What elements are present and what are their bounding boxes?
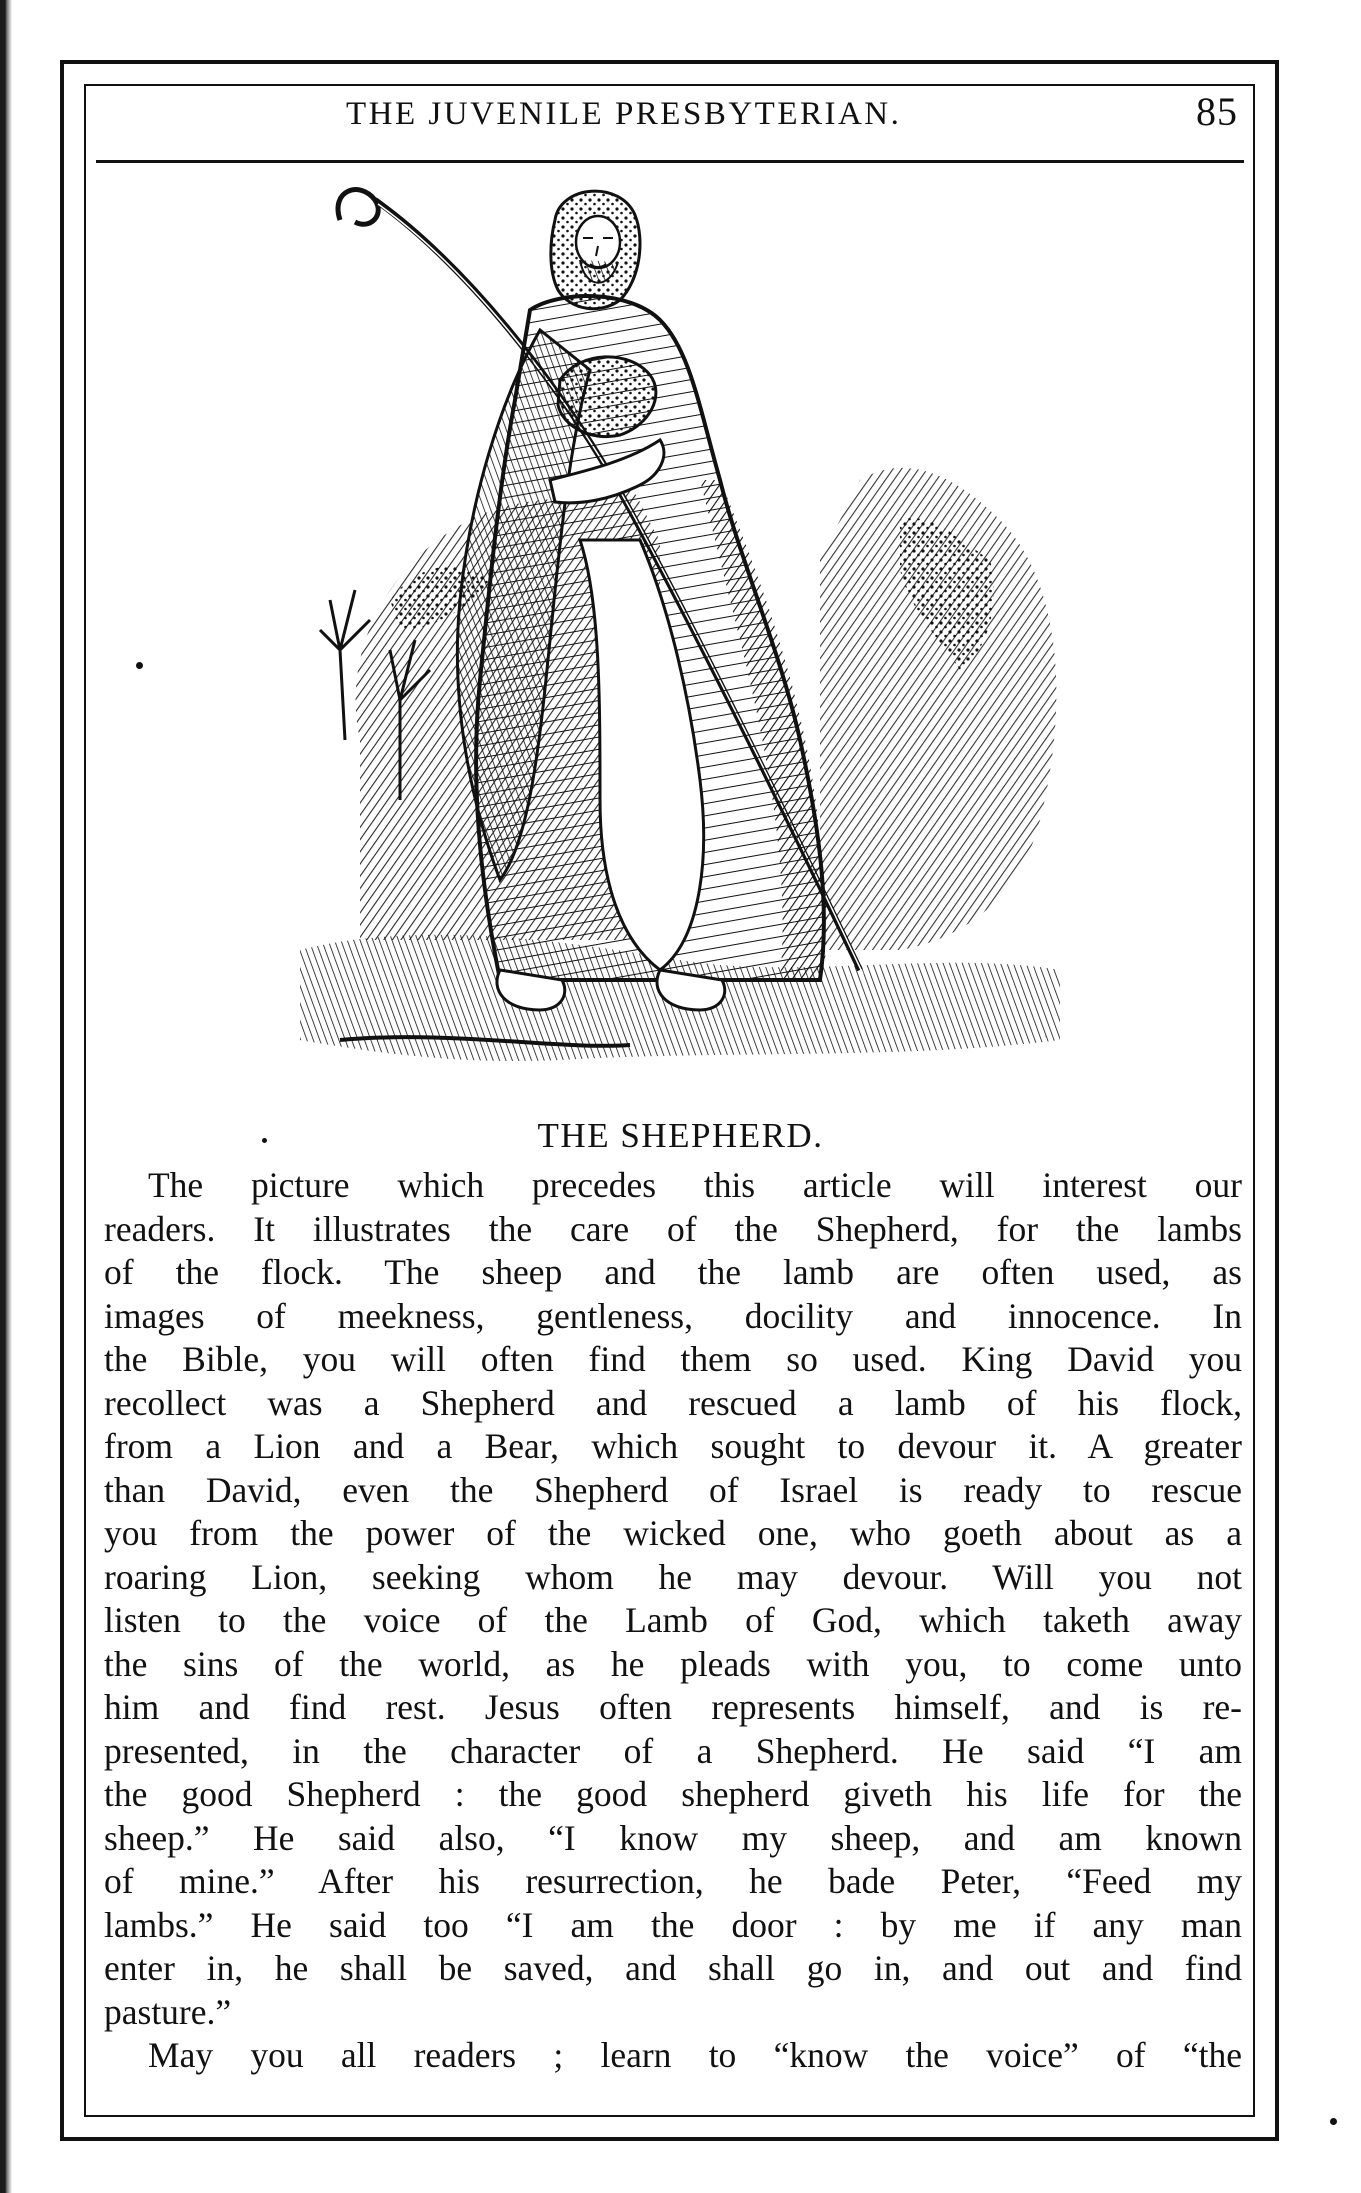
text-line: listen to the voice of the Lamb of God, which taketh away <box>104 1600 1242 1640</box>
text-line: of mine.” After his resurrection, he bade Peter, “Feed my <box>104 1861 1242 1901</box>
article-body <box>104 1164 1242 2078</box>
ink-speck <box>136 662 143 669</box>
page-number: 85 <box>1196 89 1238 134</box>
ink-speck <box>262 1138 267 1143</box>
text-line: images of meekness, gentleness, docility and innocence. In <box>104 1295 1242 1336</box>
text-line: presented, in the character of a Shepherd. He said “I am <box>104 1730 1242 1771</box>
text-line: from a Lion and a Bear, which sought to devour it. A greater <box>104 1426 1242 1466</box>
text-line: roaring Lion, seeking whom he may devour. Will you not <box>104 1556 1242 1597</box>
text-line: May you all readers ; learn to “know the voice” of “the <box>148 2035 1242 2075</box>
text-line: than David, even the Shepherd of Israel is ready to rescue <box>104 1469 1242 1510</box>
header-rule <box>96 160 1244 163</box>
text-line: him and find rest. Jesus often represents himself, and is re- <box>104 1687 1242 1727</box>
text-line: The picture which precedes this article will interest our <box>148 1165 1242 1205</box>
text-line: the Bible, you will often find them so used. King David you <box>104 1339 1242 1379</box>
text-line: the good Shepherd : the good shepherd giveth his life for the <box>104 1774 1242 1814</box>
running-header <box>96 88 1244 160</box>
text-line: enter in, he shall be saved, and shall go in, and out and find <box>104 1948 1242 1988</box>
text-line: the sins of the world, as he pleads with you, to come unto <box>104 1643 1242 1684</box>
text-line: you from the power of the wicked one, who goeth about as a <box>104 1513 1242 1553</box>
text-line: readers. It illustrates the care of the Shepherd, for the lambs <box>104 1208 1242 1249</box>
book-spine-edge <box>0 0 12 2193</box>
text-line: lambs.” He said too “I am the door : by me if any man <box>104 1904 1242 1945</box>
running-title: THE JUVENILE PRESBYTERIAN. <box>346 96 902 132</box>
text-line: of the flock. The sheep and the lamb are often used, as <box>104 1252 1242 1292</box>
text-line: pasture.” <box>104 1991 232 2032</box>
article-title: THE SHEPHERD. <box>537 1116 824 1155</box>
text-line: recollect was a Shepherd and rescued a lamb of his flock, <box>104 1382 1242 1423</box>
text-line: sheep.” He said also, “I know my sheep, and am known <box>104 1817 1242 1858</box>
shepherd-figure <box>457 191 827 1010</box>
shepherd-illustration <box>300 180 1080 1105</box>
ink-speck <box>1330 2118 1337 2125</box>
